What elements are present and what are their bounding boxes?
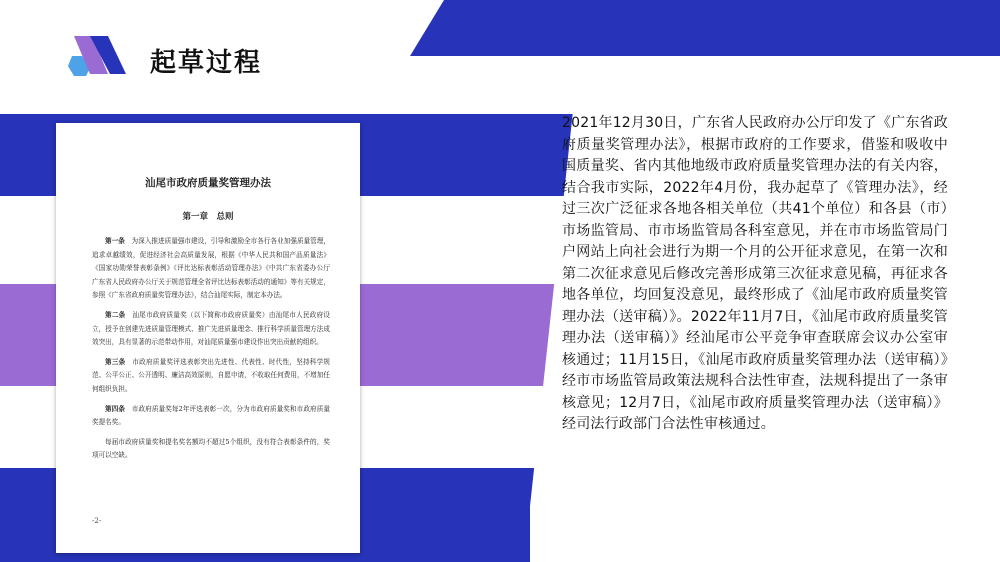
article-label: 第三条 — [105, 357, 126, 366]
article-4-cont — [92, 436, 330, 463]
process-paragraph: 2021年12月30日，广东省人民政府办公厅印发了《广东省政府质量奖管理办法》，根据市政府的工作要求，借鉴和吸收中国质量奖、省内其他地级市政府质量奖管理办法的有关内容，结合我市实际，2022年4月份，我办起草了《管理办法》，经过三次广泛征求各地各相关单位（共41个单位）和各县（市）市场监管局、市市场监管局各科室意见，并在市市场监管局门户网站上向社会进行为期一个月的公开征求意见，在第一次和第二次征求意见后修改完善形成第三次征求意见稿，再征求各地各单位，均回复没意见，最终形成了《汕尾市政府质量奖管理办法（送审稿）》。2022年11月7日，《汕尾市政府质量奖管理办法（送审稿）》经汕尾市公平竞争审查联席会议办公室审核通过；11月15日，《汕尾市政府质量奖管理办法（送审稿）》经市市场监管局政策法规科合法性审查，法规科提出了一条审核意见；12月7日，《汕尾市政府质量奖管理办法（送审稿）》经司法行政部门合法性审核通过。 — [562, 115, 948, 432]
article-2 — [92, 309, 330, 350]
article-label: 第一条 — [105, 237, 125, 245]
document-page-number: -2- — [92, 517, 102, 525]
article-3 — [92, 356, 330, 397]
article-text: 市政府质量奖每2年评选表彰一次，分为市政府质量奖和市政府质量奖提名奖。 — [92, 404, 331, 427]
article-text: 市政府质量奖评选表彰突出先进性、代表性、时代性，坚持科学规范、公平公正、公开透明、廉洁高效原则，自愿申请，不收取任何费用，不增加任何组织负担。 — [92, 357, 331, 393]
document-body — [92, 235, 330, 469]
article-text: 每届市政府质量奖和提名奖名额均不超过5个组织，没有符合表彰条件的，奖项可以空缺。 — [92, 437, 330, 460]
article-label: 第二条 — [105, 310, 126, 319]
slide-title: 起草过程 — [150, 48, 263, 78]
document-chapter: 第一章 总则 — [182, 212, 234, 222]
article-text: 为深入推进质量强市建设，引导和激励全市各行各业加强质量管理，追求卓越绩效，促进经济社会高质量发展，根据《中华人民共和国产品质量法》《国家功勋荣誉表彰条例》《评比达标表彰活动管理办法》《中共广东省委办公厅 广东省人民政府办公厅关于规范管理全省评比达标表彰活动的通知》等有关规定，参照《广东省政府质量奖管理办法》，结合汕尾实际，制定本办法。 — [92, 237, 331, 300]
logo-icon — [60, 36, 132, 80]
article-text: 汕尾市政府质量奖（以下简称市政府质量奖）由汕尾市人民政府设立，授予在创建先进质量管理模式、推广先进质量理念、推行科学质量管理方法成效突出，具有显著的示范带动作用，对汕尾质量强市建设作出突出贡献的组织。 — [92, 310, 331, 347]
article-4 — [92, 403, 330, 430]
article-label: 第四条 — [105, 404, 126, 413]
document-title: 汕尾市政府质量奖管理办法 — [145, 177, 271, 189]
article-1 — [92, 235, 330, 303]
document-image — [56, 123, 360, 553]
